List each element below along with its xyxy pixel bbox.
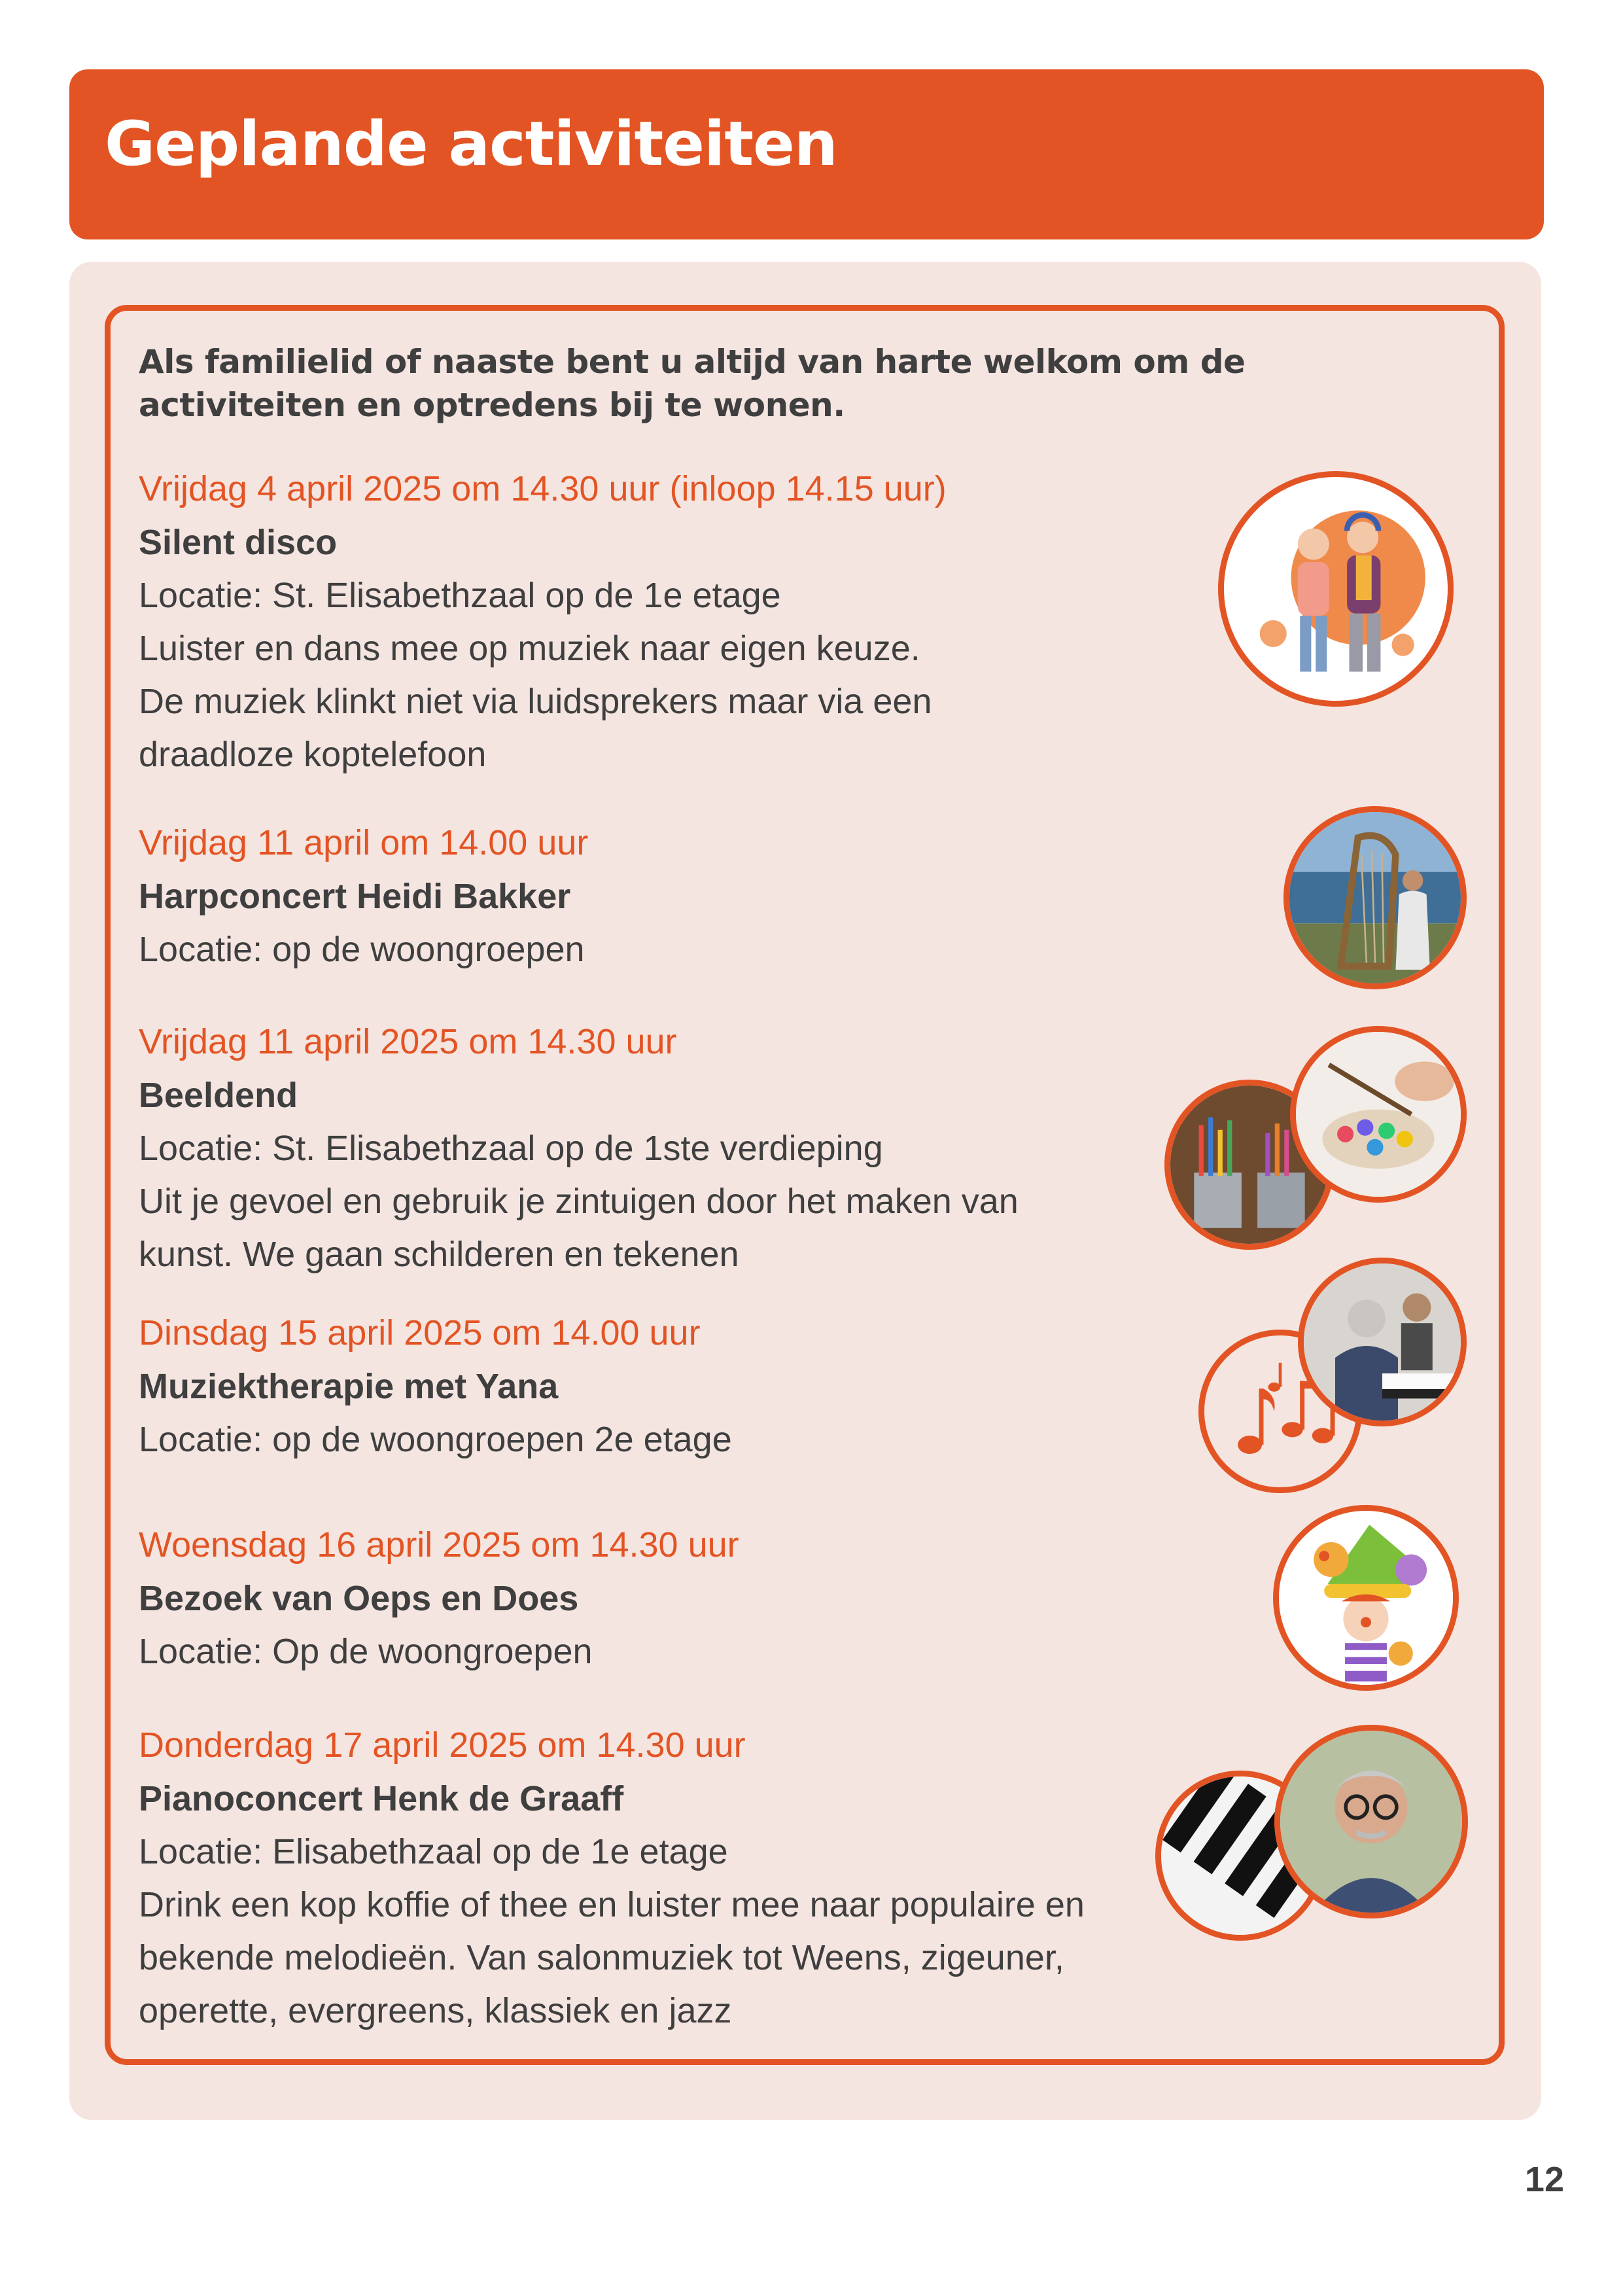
paint-palette-photo xyxy=(1290,1026,1467,1203)
harp-photo xyxy=(1283,806,1467,989)
activity-date: Vrijdag 11 april om 14.00 uur xyxy=(139,823,589,862)
activity-title: Bezoek van Oeps en Does xyxy=(139,1579,579,1618)
activity-line: kunst. We gaan schilderen en tekenen xyxy=(139,1235,739,1274)
activity-silent-disco xyxy=(139,462,1172,781)
intro-text: Als familielid of naaste bent u altijd van harte welkom om de activiteiten en optredens bij te wonen. xyxy=(139,343,1246,424)
activity-line: Locatie: St. Elisabethzaal op de 1e etage xyxy=(139,576,781,615)
activity-line: draadloze koptelefoon xyxy=(139,735,487,774)
activity-line: Locatie: Op de woongroepen xyxy=(139,1632,593,1671)
activity-line: bekende melodieën. Van salonmuziek tot Weens, zigeuner, xyxy=(139,1938,1064,1977)
portrait-photo xyxy=(1274,1725,1468,1918)
activity-date: Vrijdag 11 april 2025 om 14.30 uur xyxy=(139,1022,677,1061)
silent-disco-illustration xyxy=(1218,471,1454,707)
activity-line: operette, evergreens, klassiek en jazz xyxy=(139,1991,732,2030)
activity-date: Woensdag 16 april 2025 om 14.30 uur xyxy=(139,1525,739,1564)
activity-date: Dinsdag 15 april 2025 om 14.00 uur xyxy=(139,1313,701,1352)
activity-oeps-en-does xyxy=(139,1518,1172,1678)
clown-illustration xyxy=(1273,1505,1459,1691)
activity-title: Harpconcert Heidi Bakker xyxy=(139,877,571,916)
activity-line: Uit je gevoel en gebruik je zintuigen door het maken van xyxy=(139,1182,1019,1221)
activity-date: Donderdag 17 april 2025 om 14.30 uur xyxy=(139,1725,746,1765)
activity-beeldend xyxy=(139,1015,1172,1281)
activity-line: Locatie: Elisabethzaal op de 1e etage xyxy=(139,1832,728,1871)
activity-muziektherapie xyxy=(139,1306,1172,1466)
activity-line: Locatie: op de woongroepen 2e etage xyxy=(139,1420,732,1459)
page-title: Geplande activiteiten xyxy=(105,109,837,180)
activity-title: Muziektherapie met Yana xyxy=(139,1367,559,1406)
activity-line: Locatie: St. Elisabethzaal op de 1ste verdieping xyxy=(139,1129,883,1168)
piano-therapy-photo xyxy=(1298,1258,1467,1426)
activity-title: Beeldend xyxy=(139,1076,298,1115)
activity-line: De muziek klinkt niet via luidsprekers maar via een xyxy=(139,682,932,721)
activity-title: Silent disco xyxy=(139,523,338,562)
page-number: 12 xyxy=(1524,2160,1564,2199)
activity-line: Luister en dans mee op muziek naar eigen keuze. xyxy=(139,629,920,668)
activity-line: Locatie: op de woongroepen xyxy=(139,930,585,969)
activity-title: Pianoconcert Henk de Graaff xyxy=(139,1779,624,1818)
activity-date: Vrijdag 4 april 2025 om 14.30 uur (inloop 14.15 uur) xyxy=(139,469,947,508)
activity-harpconcert xyxy=(139,816,1172,976)
page-header xyxy=(69,69,1544,239)
activity-pianoconcert xyxy=(139,1718,1172,2038)
activity-line: Drink een kop koffie of thee en luister mee naar populaire en xyxy=(139,1885,1085,1924)
